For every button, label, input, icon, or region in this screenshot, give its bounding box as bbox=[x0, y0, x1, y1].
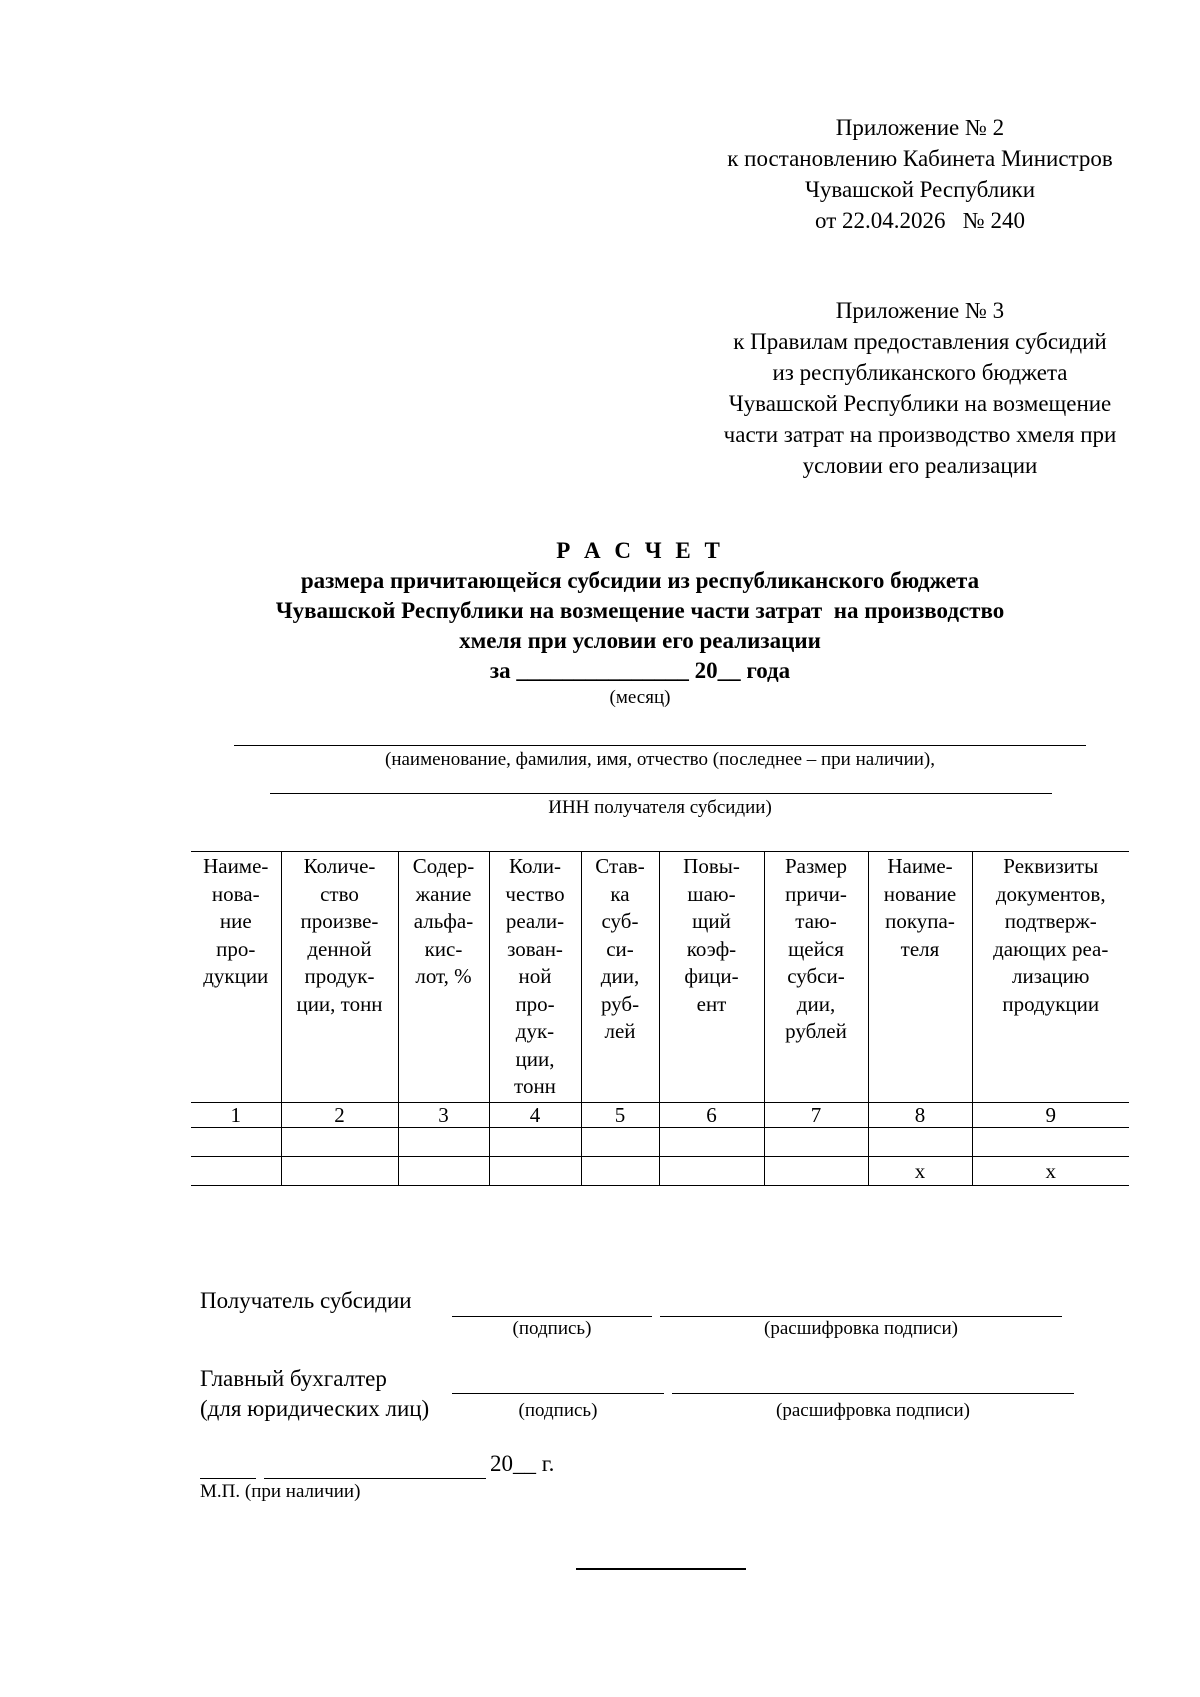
footer-rule bbox=[576, 1568, 746, 1570]
header-sold-quantity: Коли- чество реали- зован- ной про- дук- ции, тонн bbox=[489, 852, 581, 1103]
appendix-2-line-1: Приложение № 2 bbox=[835, 115, 1005, 140]
column-number: 5 bbox=[581, 1102, 659, 1127]
appendix-3-header bbox=[660, 295, 1180, 481]
table-cell bbox=[398, 1156, 489, 1185]
table-cell bbox=[281, 1156, 398, 1185]
table-cell bbox=[659, 1156, 764, 1185]
title-heading: Р А С Ч Е Т bbox=[556, 538, 724, 563]
appendix-3-line-6: условии его реализации bbox=[802, 453, 1038, 478]
header-buyer-name: Наиме- нование покупа- теля bbox=[868, 852, 972, 1103]
accountant-decode-line bbox=[672, 1393, 1074, 1394]
column-number: 8 bbox=[868, 1102, 972, 1127]
date-day-line bbox=[200, 1478, 256, 1479]
title-line-2: Чувашской Республики на возмещение части затрат на производство bbox=[275, 598, 1005, 623]
table-cell bbox=[868, 1127, 972, 1156]
appendix-2-line-3: Чувашской Республики bbox=[804, 177, 1036, 202]
table-cell bbox=[764, 1127, 868, 1156]
date-year: 20__ г. bbox=[490, 1451, 555, 1476]
accountant-signature-label: Главный бухгалтер bbox=[200, 1366, 387, 1391]
stamp-caption: М.П. (при наличии) bbox=[200, 1481, 361, 1502]
table-number-row bbox=[191, 1102, 1129, 1127]
table-cell bbox=[489, 1156, 581, 1185]
accountant-signature-line bbox=[452, 1393, 664, 1394]
table-cell bbox=[489, 1127, 581, 1156]
recipient-signature-label: Получатель субсидии bbox=[200, 1288, 412, 1313]
title-period: за _______________ 20__ года bbox=[489, 658, 791, 683]
column-number: 9 bbox=[972, 1102, 1129, 1127]
column-number: 2 bbox=[281, 1102, 398, 1127]
recipient-signature-line bbox=[452, 1316, 652, 1317]
appendix-2-header bbox=[660, 112, 1180, 236]
header-subsidy-amount: Размер причи- таю- щейся субси- дии, рублей bbox=[764, 852, 868, 1103]
header-subsidy-rate: Став- ка суб- си- дии, руб- лей bbox=[581, 852, 659, 1103]
header-produced-quantity: Количе- ство произве- денной продук- ции, тонн bbox=[281, 852, 398, 1103]
table-cell bbox=[191, 1156, 281, 1185]
table-cell bbox=[764, 1156, 868, 1185]
table-cell bbox=[972, 1127, 1129, 1156]
recipient-decode-line bbox=[660, 1316, 1062, 1317]
appendix-2-line-4: от 22.04.2026 № 240 bbox=[815, 208, 1025, 233]
header-coefficient: Повы- шаю- щий коэф- фици- ент bbox=[659, 852, 764, 1103]
column-number: 7 bbox=[764, 1102, 868, 1127]
table-cell bbox=[659, 1127, 764, 1156]
title-line-1: размера причитающейся субсидии из республиканского бюджета bbox=[300, 568, 980, 593]
recipient-decode-caption: (расшифровка подписи) bbox=[764, 1318, 958, 1339]
calculation-table bbox=[191, 851, 1129, 1186]
header-alpha-acid: Содер- жание альфа- кис- лот, % bbox=[398, 852, 489, 1103]
column-number: 6 bbox=[659, 1102, 764, 1127]
table-row bbox=[191, 1156, 1129, 1185]
table-cell bbox=[581, 1127, 659, 1156]
accountant-subtitle: (для юридических лиц) bbox=[200, 1396, 430, 1421]
recipient-name-caption: (наименование, фамилия, имя, отчество (последнее – при наличии), bbox=[385, 749, 935, 770]
table-cell bbox=[191, 1127, 281, 1156]
table-cell: х bbox=[868, 1156, 972, 1185]
table-cell bbox=[398, 1127, 489, 1156]
table-row bbox=[191, 1127, 1129, 1156]
appendix-2-line-2: к постановлению Кабинета Министров bbox=[727, 146, 1113, 171]
table-cell bbox=[281, 1127, 398, 1156]
column-number: 4 bbox=[489, 1102, 581, 1127]
table-cell bbox=[581, 1156, 659, 1185]
accountant-decode-caption: (расшифровка подписи) bbox=[776, 1400, 970, 1421]
title-line-3: хмеля при условии его реализации bbox=[459, 628, 821, 653]
table-cell: х bbox=[972, 1156, 1129, 1185]
month-caption: (месяц) bbox=[609, 687, 671, 708]
column-number: 3 bbox=[398, 1102, 489, 1127]
header-product-name: Наиме- нова- ние про- дукции bbox=[191, 852, 281, 1103]
appendix-3-line-2: к Правилам предоставления субсидий bbox=[733, 329, 1107, 354]
appendix-3-line-5: части затрат на производство хмеля при bbox=[723, 422, 1117, 447]
table-header-row bbox=[191, 852, 1129, 1103]
recipient-inn-caption: ИНН получателя субсидии) bbox=[548, 797, 772, 818]
appendix-3-line-3: из республиканского бюджета bbox=[772, 360, 1068, 385]
date-month-line bbox=[264, 1478, 486, 1479]
accountant-signature-caption: (подпись) bbox=[518, 1400, 598, 1421]
column-number: 1 bbox=[191, 1102, 281, 1127]
appendix-3-line-4: Чувашской Республики на возмещение bbox=[728, 391, 1112, 416]
recipient-signature-caption: (подпись) bbox=[512, 1318, 592, 1339]
header-document-details: Реквизиты документов, подтверж- дающих реа- лизацию продукции bbox=[972, 852, 1129, 1103]
recipient-name-line bbox=[234, 745, 1086, 746]
document-title bbox=[160, 536, 1120, 710]
recipient-inn-line bbox=[270, 793, 1052, 794]
appendix-3-line-1: Приложение № 3 bbox=[835, 298, 1005, 323]
